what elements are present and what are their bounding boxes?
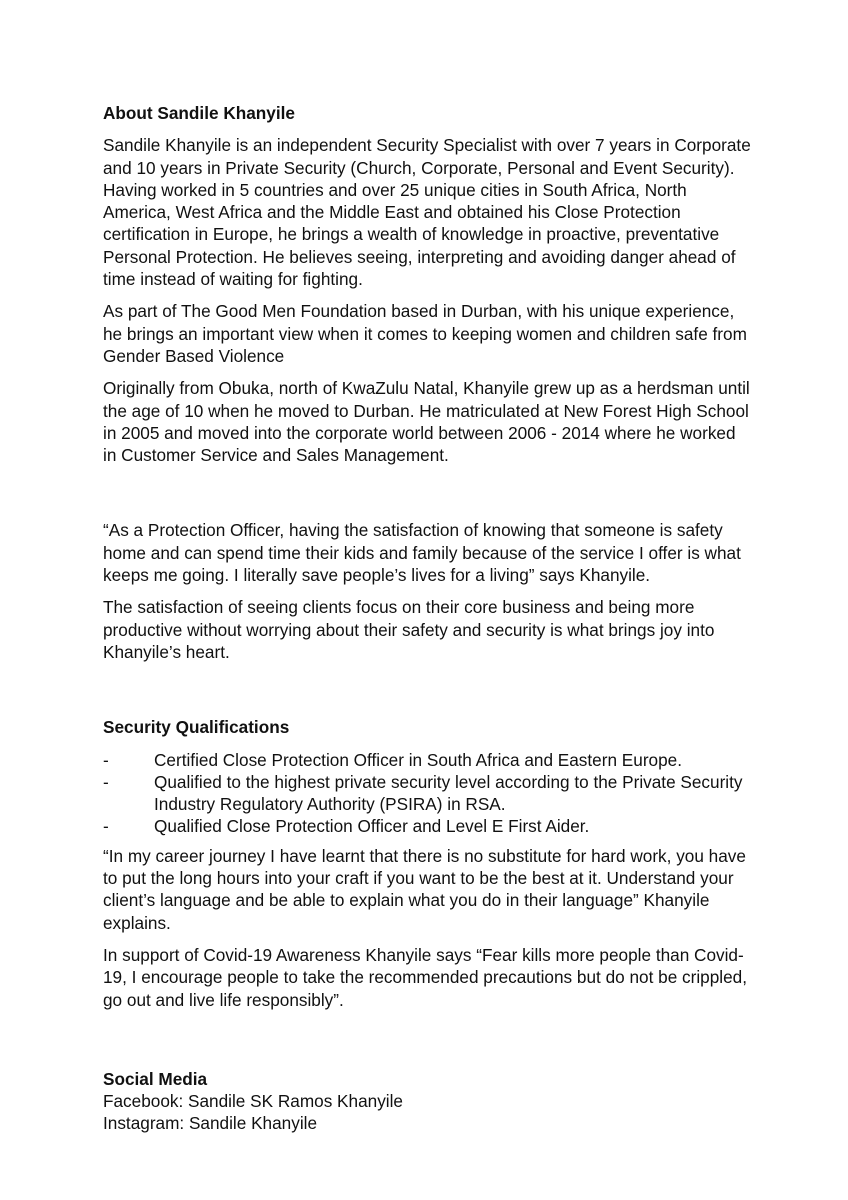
bullet-dash: -	[103, 816, 109, 837]
about-paragraph-2: As part of The Good Men Foundation based in Durban, with his unique experience, he brings an important view when it comes to keeping women and children safe from Gender Based Violence	[103, 301, 747, 366]
quote-paragraph-2: The satisfaction of seeing clients focus on their core business and being more productive without worrying about their safety and security is what brings joy into Khanyile’s heart.	[103, 597, 715, 662]
list-item	[103, 749, 753, 771]
about-paragraph-3: Originally from Obuka, north of KwaZulu Natal, Khanyile grew up as a herdsman until the age of 10 when he moved to Durban. He matriculated at New Forest High School in 2005 and moved into the corporate world between 2006 - 2014 where he worked in Customer Service and Sales Management.	[103, 378, 750, 466]
section-spacer	[103, 476, 753, 519]
bullet-dash: -	[103, 749, 109, 770]
qualification-text: Qualified Close Protection Officer and Level E First Aider.	[154, 816, 590, 837]
section-spacer	[103, 1021, 753, 1068]
bullet-dash: -	[103, 771, 109, 792]
qualification-text: Certified Close Protection Officer in South Africa and Eastern Europe.	[154, 749, 682, 770]
about-heading: About Sandile Khanyile	[103, 103, 295, 123]
section-spacer	[103, 673, 753, 716]
covid-paragraph: In support of Covid-19 Awareness Khanyile says “Fear kills more people than Covid-19, I encourage people to take the recommended precautions but do not be crippled, go out and live life responsibly”.	[103, 944, 748, 1010]
list-item	[103, 815, 753, 837]
career-quote-paragraph: “In my career journey I have learnt that there is no substitute for hard work, you have to put the long hours into your craft if you want to be the best at it. Understand your client’s language and be able to explain what you do in their language” Khanyile explains.	[103, 845, 746, 933]
qualifications-list	[103, 749, 753, 838]
document-page	[103, 102, 753, 1135]
quote-paragraph-1: “As a Protection Officer, having the satisfaction of knowing that someone is safety home and can spend time their kids and family because of the service I offer is what keeps me going. I literally save people’s lives for a living” says Khanyile.	[103, 520, 741, 586]
about-paragraph-1: Sandile Khanyile is an independent Security Specialist with over 7 years in Corporate and 10 years in Private Security (Church, Corporate, Personal and Event Security). Having worked in 5 countries and over 25 unique cities in South Africa, North America, West Africa and the Middle East and obtained his Close Protection certification in Europe, he brings a wealth of knowledge in proactive, preventative Personal Protection. He believes seeing, interpreting and avoiding danger ahead of time instead of waiting for fighting.	[103, 135, 751, 290]
list-item	[103, 771, 753, 816]
instagram-line: Instagram: Sandile Khanyile	[103, 1113, 318, 1134]
social-media-heading: Social Media	[103, 1068, 208, 1089]
facebook-line: Facebook: Sandile SK Ramos Khanyile	[103, 1091, 403, 1112]
qualifications-heading: Security Qualifications	[103, 717, 290, 738]
qualification-text: Qualified to the highest private security level according to the Private Security Industry Regulatory Authority (PSIRA) in RSA.	[154, 771, 743, 815]
